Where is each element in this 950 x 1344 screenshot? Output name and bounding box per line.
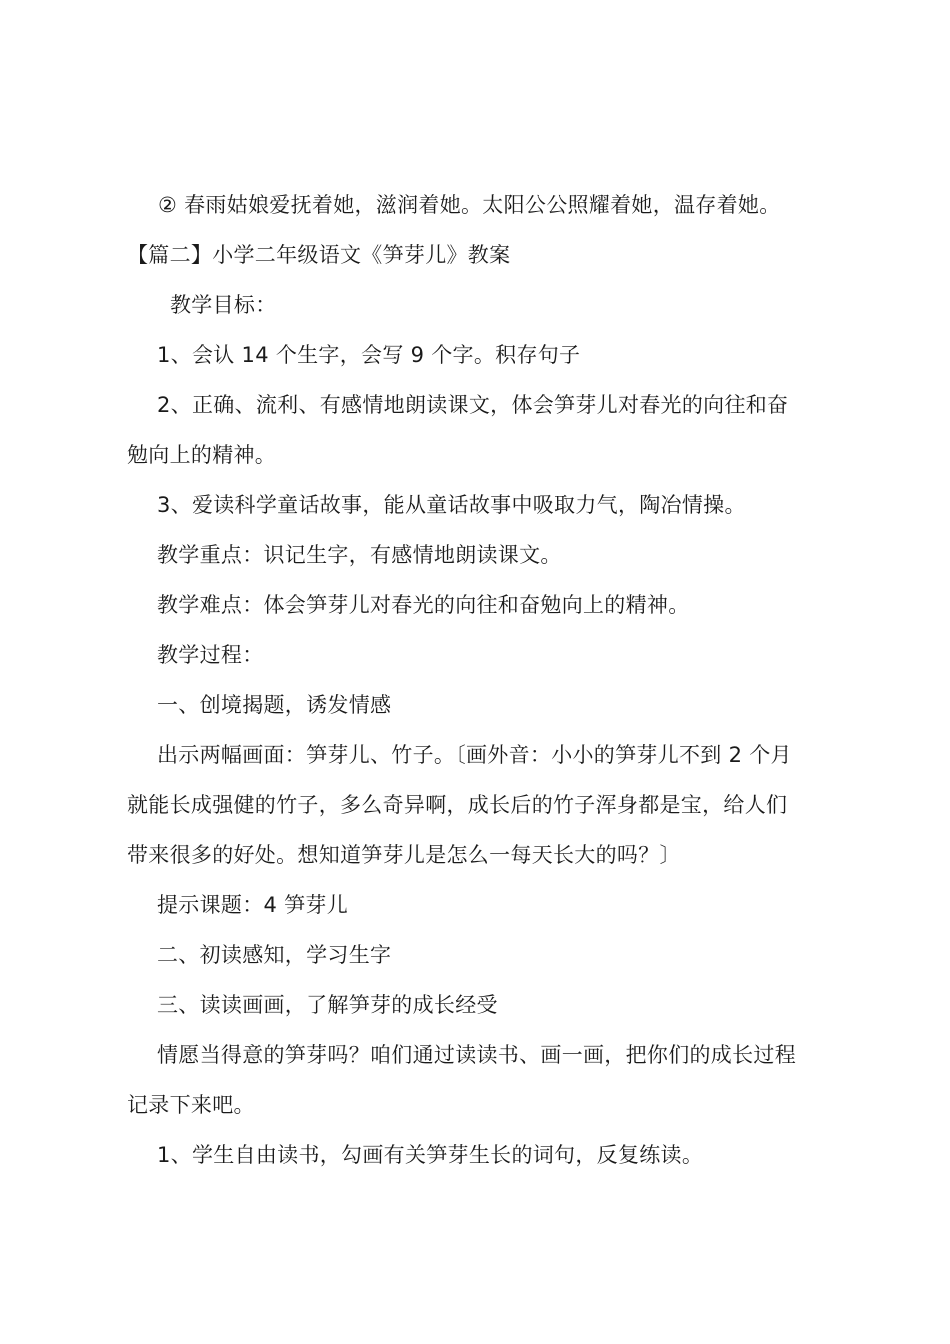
text-line: 教学目标： — [170, 293, 277, 317]
text-line: 勉向上的精神。 — [127, 443, 277, 467]
text-line: 提示课题：4 笋芽儿 — [157, 893, 349, 917]
text-line: 3、爱读科学童话故事，能从童话故事中吸取力气，陶冶情操。 — [157, 493, 746, 517]
text-line: 1、学生自由读书，勾画有关笋芽生长的词句，反复练读。 — [157, 1143, 704, 1167]
text-line: 教学难点：体会笋芽儿对春光的向往和奋勉向上的精神。 — [157, 593, 690, 617]
text-line: 带来很多的好处。想知道笋芽儿是怎么一每天长大的吗？〕 — [127, 843, 681, 867]
text-line: 2、正确、流利、有感情地朗读课文，体会笋芽儿对春光的向往和奋 — [157, 393, 789, 417]
text-line: 出示两幅画面：笋芽儿、竹子。〔画外音：小小的笋芽儿不到 2 个月 — [157, 743, 792, 767]
text-line: 教学重点：识记生字，有感情地朗读课文。 — [157, 543, 562, 567]
text-line: 情愿当得意的笋芽吗？咱们通过读读书、画一画，把你们的成长过程 — [157, 1043, 796, 1067]
text-line: 记录下来吧。 — [127, 1093, 255, 1117]
text-line: 三、读读画画，了解笋芽的成长经受 — [157, 993, 498, 1017]
text-line: ② 春雨姑娘爱抚着她，滋润着她。太阳公公照耀着她，温存着她。 — [158, 193, 781, 217]
text-line: 就能长成强健的竹子，多么奇异啊，成长后的竹子浑身都是宝，给人们 — [127, 793, 788, 817]
text-line: 1、会认 14 个生字，会写 9 个字。积存句子 — [157, 343, 581, 367]
text-line: 二、初读感知，学习生字 — [157, 943, 392, 967]
text-line: 教学过程： — [157, 643, 264, 667]
section-heading: 【篇二】小学二年级语文《笋芽儿》教案 — [127, 243, 511, 267]
text-line: 一、创境揭题，诱发情感 — [157, 693, 392, 717]
